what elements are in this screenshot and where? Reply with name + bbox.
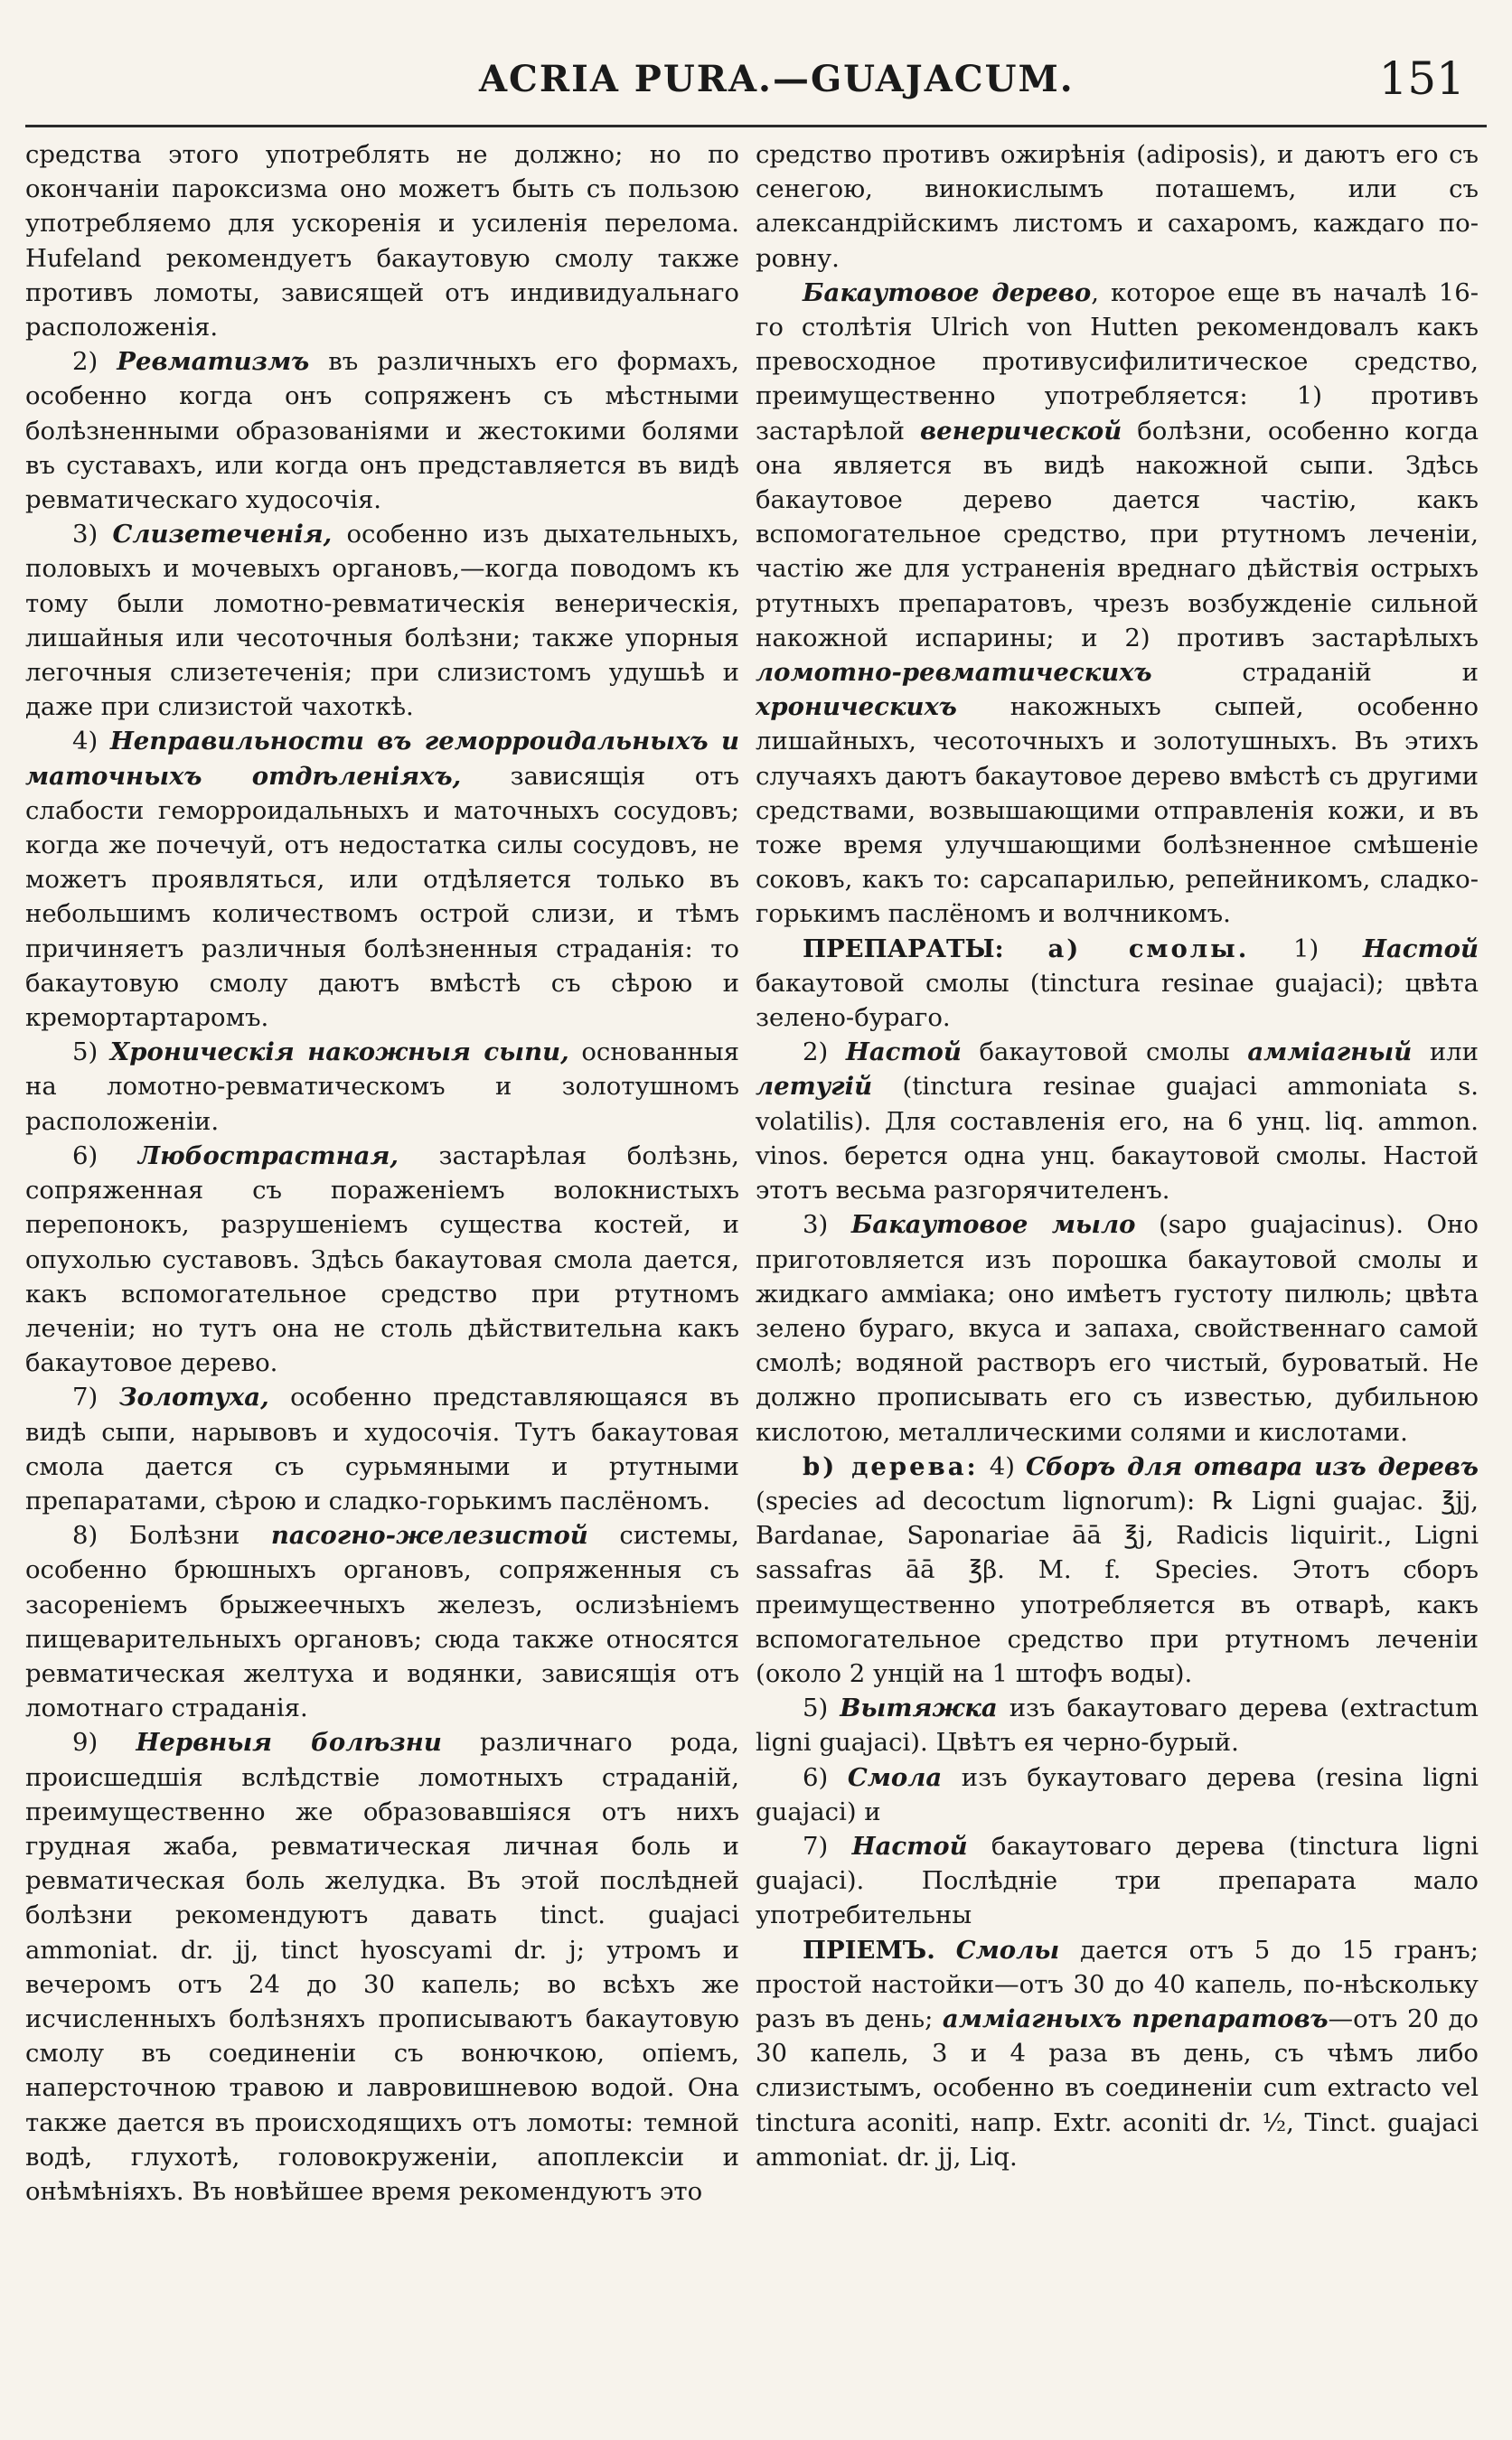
text-span: 1) — [1293, 934, 1319, 963]
text-span: изъ букаутоваго дерева (resina ligni guajaci) и — [756, 1762, 1479, 1826]
text-span: зависящія отъ слабости геморроидальныхъ и маточныхъ сосудовъ; когда же почечуй, отъ недостатка силы сосудовъ, не можетъ проявляться, или отдѣляется только въ небольшимъ количествомъ острой слизи, и тѣмъ причиняетъ различныя болѣзненныя страданія: то бакаутовую смолу даютъ вмѣстѣ съ сѣрою и кремортартаромъ. — [25, 761, 739, 1033]
text-span: Смола — [847, 1762, 943, 1792]
text-span: Хроническія накожныя сыпи, — [109, 1037, 569, 1067]
paragraph — [756, 276, 1479, 932]
text-span: 4) — [989, 1451, 1015, 1481]
text-span: Бакаутовое мыло — [850, 1210, 1136, 1240]
text-span: или — [1412, 1037, 1479, 1067]
text-span: 2) — [803, 1037, 829, 1067]
running-title: ACRIA PURA.—GUAJACUM. — [479, 58, 1075, 100]
text-span: Любострастная, — [137, 1140, 399, 1170]
text-span: 8) Болѣзни — [72, 1521, 271, 1551]
right-column — [756, 137, 1479, 2174]
paragraph — [25, 1035, 739, 1139]
left-column — [25, 137, 739, 2209]
text-span: летугій — [756, 1072, 873, 1102]
text-span: бакаутовой смолы (tinctura resinae guajaci); цвѣта зелено-бураго. — [756, 968, 1479, 1033]
paragraph — [25, 1725, 739, 2209]
text-span: различнаго рода, происшедшія вслѣдствіе ломотныхъ страданій, преимущественно же образовавшіяся отъ нихъ грудная жаба, ревматическая личная боль и ревматическая боль желудка. Въ этой послѣдней болѣзни рекомендуютъ давать tinct. guajaci ammoniat. dr. jj, tinct hyoscyami dr. j; утромъ и вечеромъ отъ 24 до 30 капель; во всѣхъ же исчисленныхъ болѣзняхъ прописываютъ бакаутовую смолу въ соединеніи съ вонючкою, опіемъ, наперсточною травою и лавровишневою водой. Она также дается въ происходящихъ отъ ломоты: темной водѣ, глухотѣ, головокруженіи, апоплексіи и онѣмѣніяхъ. Въ новѣйшее время рекомендуютъ это — [25, 1728, 739, 2206]
text-span: 9) — [72, 1728, 99, 1758]
running-header — [0, 52, 1512, 107]
text-span: изъ бакаутоваго дерева (extractum ligni guajaci). Цвѣтъ ея черно-бурый. — [756, 1694, 1479, 1758]
paragraph — [756, 1760, 1479, 1829]
text-span: Настой — [1363, 934, 1479, 963]
text-span: бакаутоваго дерева (tinctura ligni guajaci). Послѣдніе три препарата мало употребительны — [756, 1831, 1479, 1930]
text-span: застарѣлая болѣзнь, сопряженная съ пораженіемъ волокнистыхъ перепонокъ, разрушеніемъ существа костей, и опухолью суставовъ. Здѣсь бакаутовая смола дается, какъ вспомогательное средство при ртутномъ леченіи; но тутъ она не столь дѣйствительна какъ бакаутовое дерево. — [25, 1140, 739, 1378]
text-span: 5) — [72, 1037, 99, 1067]
text-span: 5) — [803, 1694, 829, 1723]
text-span: 6) — [72, 1140, 99, 1170]
text-span: системы, особенно брюшныхъ органовъ, сопряженныя съ засореніемъ брыжеечныхъ железъ, ослизѣніемъ пищеварительныхъ органовъ; сюда также относятся ревматическая желтуха и водянки, зависящія отъ ломотнаго страданія. — [25, 1521, 739, 1723]
text-span: Настой — [851, 1831, 968, 1861]
text-span: накожныхъ сыпей, особенно лишайныхъ, чесоточныхъ и золотушныхъ. Въ этихъ случаяхъ даютъ бакаутовое дерево вмѣстѣ съ другими средствами, возвышающими отправленія кожи, и въ тоже время улучшающими болѣзненное смѣшеніе соковъ, какъ то: сарсапарилью, репейникомъ, сладко-горькимъ паслёномъ и волчникомъ. — [756, 692, 1479, 929]
text-span: Бакаутовое дерево — [803, 277, 1092, 307]
text-span: средства этого употреблять не должно; но по окончаніи пароксизма оно можетъ быть съ пользою употребляемо для ускоренія и усиленія перелома. Hufeland рекомендуетъ бакаутовую смолу также противъ ломоты, зависящей отъ индивидуальнаго расположенія. — [25, 140, 739, 343]
text-span: Смолы — [955, 1935, 1060, 1965]
paragraph — [25, 724, 739, 1035]
paragraph — [25, 1380, 739, 1518]
text-span: въ различныхъ его формахъ, особенно когда онъ сопряженъ съ мѣстными болѣзненными образованіями и жестокими болями въ суставахъ, или когда онъ представляется въ видѣ ревматическаго худосочія. — [25, 347, 739, 515]
paragraph — [756, 932, 1479, 1036]
text-span: хроническихъ — [756, 692, 957, 722]
text-span: 7) — [803, 1831, 829, 1861]
text-span: ПРЕПАРАТЫ: — [803, 934, 1004, 963]
paragraph — [756, 1829, 1479, 1933]
paragraph — [756, 1691, 1479, 1760]
text-span: Неправильности въ геморроидальныхъ и маточныхъ отдѣленіяхъ, — [25, 727, 739, 791]
text-span: дается отъ 5 до 15 гранъ; простой настойки—отъ 30 до 40 капель, по-нѣскольку разъ въ день; — [756, 1935, 1479, 2033]
paragraph — [25, 1518, 739, 1725]
text-span: 7) — [72, 1383, 99, 1412]
text-span: 2) — [72, 347, 99, 377]
text-span: (sapo guajacinus). Оно приготовляется изъ порошка бакаутовой смолы и жидкаго амміака; оно имѣетъ густоту пилюль; цвѣта зелено бураго, вкуса и запаха, свойственнаго самой смолѣ; водяной растворъ его чистый, буроватый. Не должно прописывать его съ известью, дубильною кислотою, металлическими солями и кислотами. — [756, 1210, 1479, 1447]
text-span: Нервныя болѣзни — [136, 1728, 442, 1758]
text-span: средство противъ ожирѣнія (adiposis), и даютъ его съ сенегою, винокислымъ поташемъ, или съ александрійскимъ листомъ и сахаромъ, каждаго по-ровну. — [756, 140, 1479, 273]
paragraph — [25, 137, 739, 344]
text-span: 6) — [803, 1762, 829, 1792]
text-span: Сборъ для отвара изъ деревъ — [1025, 1451, 1479, 1481]
text-span: Золотуха, — [118, 1383, 269, 1412]
paragraph — [25, 1139, 739, 1380]
paragraph — [756, 1207, 1479, 1449]
text-span: 3) — [803, 1210, 829, 1240]
text-span: —отъ 20 до 30 капель, 3 и 4 раза въ день, съ чѣмъ либо слизистымъ, особенно въ соединеніи cum extracto vel tinctura aconiti, напр. Extr. aconiti dr. ½, Tinct. guajaci ammoniat. dr. jj, Liq. — [756, 2004, 1479, 2172]
paragraph — [756, 1035, 1479, 1207]
text-span: особенно изъ дыхательныхъ, половыхъ и мочевыхъ органовъ,—когда поводомъ къ тому были ломотно-ревматическія венерическія, лишайныя или чесоточныя болѣзни; также упорныя легочныя слизетеченія; при слизистомъ удушьѣ и даже при слизистой чахоткѣ. — [25, 520, 739, 722]
paragraph — [756, 1450, 1479, 1691]
text-span: , которое еще въ началѣ 16-го столѣтія Ulrich von Hutten рекомендовалъ какъ превосходное противусифилитическое средство, преимущественно употребляется: 1) противъ застарѣлой — [756, 277, 1479, 446]
text-span: венерической — [920, 416, 1122, 446]
text-span: Вытяжка — [840, 1694, 998, 1723]
text-span: основанныя на ломотно-ревматическомъ и золотушномъ расположеніи. — [25, 1037, 739, 1136]
text-span: болѣзни, особенно когда она является въ видѣ накожной сыпи. Здѣсь бакаутовое дерево дается частію, какъ вспомогательное средство, при ртутномъ леченіи, частію же для устраненія вреднаго дѣйствія острыхъ ртутныхъ препаратовъ, чрезъ возбужденіе сильной накожной испарины; и 2) противъ застарѣлыхъ — [756, 416, 1479, 652]
paragraph — [25, 517, 739, 724]
text-span: ПРІЕМЪ. — [803, 1935, 935, 1965]
text-span: (species ad decoctum lignorum): ℞ Ligni guajac. ℥jj, Bardanae, Saponariae āā ℥j, Radicis liquirit., Ligni sassafras āā ℥β. M. f. Species. Этотъ сборъ преимущественно употребляется въ отварѣ, какъ вспомогательное средство при ртутномъ леченіи (около 2 унцій на 1 штофъ воды). — [756, 1486, 1479, 1688]
paragraph — [25, 344, 739, 517]
text-span: Ревматизмъ — [117, 347, 310, 377]
text-span: а) смолы. — [1047, 934, 1250, 963]
text-span: бакаутовой смолы — [961, 1037, 1248, 1067]
text-span: Слизетеченія, — [112, 520, 333, 549]
text-span: особенно представляющаяся въ видѣ сыпи, нарывовъ и худосочія. Тутъ бакаутовая смола дается съ сурьмяными и ртутными препаратами, сѣрою и сладко-горькимъ паслёномъ. — [25, 1383, 739, 1516]
page-number: 151 — [1378, 52, 1465, 105]
text-span: ломотно-ревматическихъ — [756, 658, 1152, 688]
text-span: аммiагныхъ препаратовъ — [942, 2004, 1329, 2033]
header-rule — [25, 125, 1487, 127]
text-span: Настой — [845, 1037, 962, 1067]
text-span: аммiагный — [1247, 1037, 1413, 1067]
paragraph — [756, 1933, 1479, 2174]
paragraph — [756, 137, 1479, 276]
text-span: 3) — [72, 520, 99, 549]
text-span: (tinctura resinae guajaci ammoniata s. volatilis). Для составленія его, на 6 унц. liq. ammon. vinos. берется одна унц. бакаутовой смолы. Настой этотъ весьма разгорячителенъ. — [756, 1072, 1479, 1206]
text-span: 4) — [72, 727, 99, 756]
text-span: страданій и — [1151, 658, 1479, 688]
text-span: пасогно-железистой — [270, 1521, 588, 1551]
text-span: b) дерева: — [803, 1451, 979, 1481]
